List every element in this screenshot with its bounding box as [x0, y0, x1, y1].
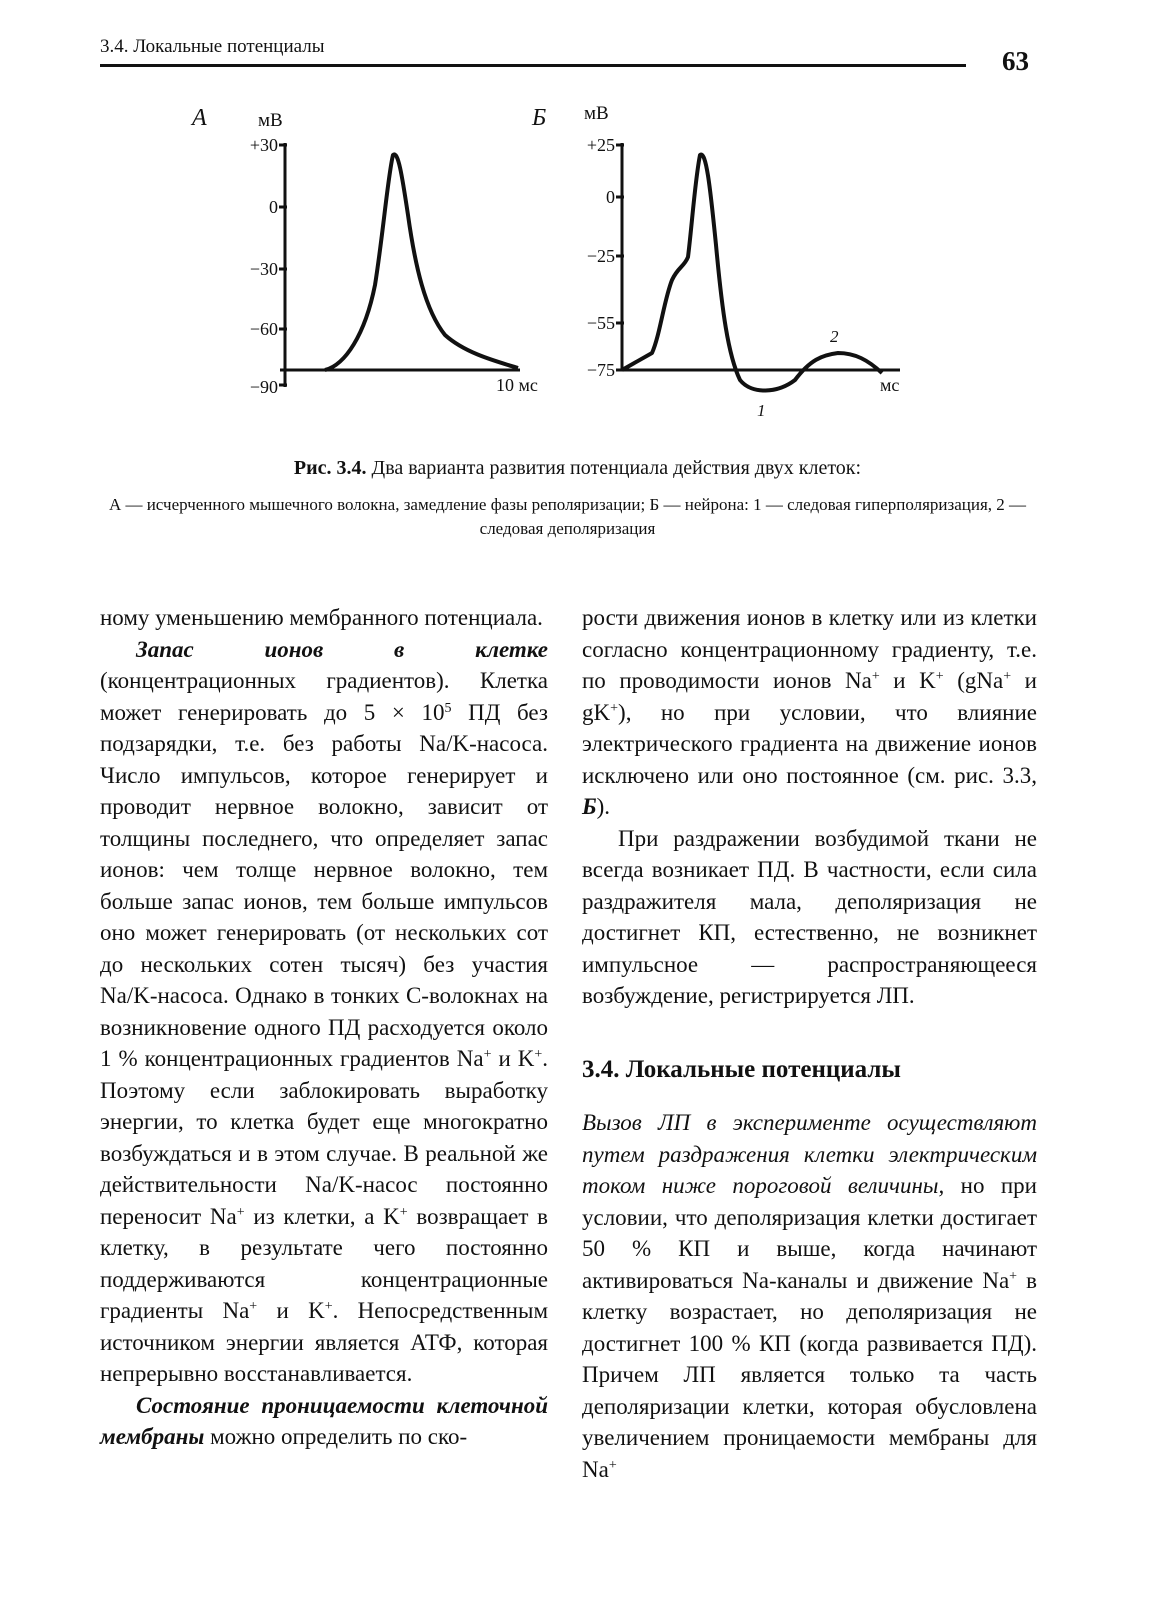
figure-caption-label: Рис. 3.4.: [293, 457, 367, 479]
panel-b-marker-1: 1: [757, 401, 766, 420]
right-paragraph-1: рости движения ионов в клетку или из клетки согласно концентрационному градиенту, т.е. по проводимости ионов Na+ и K+ (gNa+ и gK+), но при условии, что влияние электрического градиента на движение ионов исключено или оно постоянное (см. рис. 3.3, Б).: [582, 605, 1037, 819]
figure-caption-body: А — исчерченного мышечного волокна, замедление фазы реполяризации; Б — нейрона: 1 — следовая гиперполяризация, 2 — следовая деполяризация: [108, 495, 1027, 538]
panel-b-time-label: мс: [880, 375, 900, 395]
panel-a-tick: −90: [249, 377, 278, 397]
right-paragraph-3: Вызов ЛП в эксперименте осуществляют путем раздражения клетки электрическим током ниже пороговой величины, но при условии, что деполяризация клетки достигает 50 % КП и выше, когда начинают активироваться Na-каналы и движение Na+ в клетку возрастает, но деполяризация не достигнет 100 % КП (когда развивается ПД). Причем ЛП является только та часть деполяризации клетки, которая обусловлена увеличением проницаемости мембраны для Na+: [582, 1110, 1037, 1482]
right-column: [582, 602, 1037, 1485]
panel-b-tick: −25: [586, 246, 615, 266]
panel-b-marker-2: 2: [830, 327, 839, 346]
page-number: 63: [1002, 46, 1029, 76]
section-heading: 3.4. Локальные потенциалы: [582, 1055, 901, 1083]
panel-b-letter: Б: [532, 105, 547, 131]
running-head: 3.4. Локальные потенциалы: [100, 36, 325, 57]
panel-a-action-potential-curve: [325, 154, 518, 370]
panel-a-tick: −60: [249, 319, 278, 339]
panel-a-tick: +30: [249, 135, 278, 155]
left-paragraph-2: Запас ионов в клетке (концентрационных градиентов). Клетка может генерировать до $5 \times 10^5$ ПД без подзарядки, т.е. без работы Na/K-насоса. Число импульсов, которое генерирует и проводит нервное волокно, зависит от толщины последнего, что определяет запас ионов: чем толще нервное волокно, тем больше запас ионов, тем больше импульсов оно может генерировать (от нескольких сот до нескольких сотен тысяч) без участия Na/K-насоса. Однако в тонких С-волокнах на возникновение одного ПД расходуется около 1 % концентрационных градиентов Na+ и K+. Поэтому если заблокировать выработку энергии, то клетка будет еще многократно возбуждаться и в этом случае. В реальной же действительности Na/K-насос постоянно переносит Na+ из клетки, а K+ возвращает в клетку, в результате чего постоянно поддерживаются концентрационные градиенты Na+ и K+. Непосредственным источником энергии является АТФ, которая непрерывно восстанавливается.: [100, 636, 549, 1386]
ion-reserve-lead: Запас ионов в клетке: [136, 636, 548, 662]
panel-b-tick: 0: [606, 187, 615, 207]
panel-a-tick: 0: [269, 197, 278, 217]
panel-a-time-label: 10 мс: [496, 375, 538, 395]
panel-b-unit: мВ: [584, 103, 609, 124]
panel-b-tick: +25: [586, 135, 615, 155]
left-column: [100, 602, 548, 1453]
panel-a-unit: мВ: [258, 110, 283, 131]
left-paragraph-1: ному уменьшению мембранного потенциала.: [100, 605, 543, 630]
header-rule: [100, 64, 966, 67]
right-paragraph-2: При раздражении возбудимой ткани не всегда возникает ПД. В частности, если сила раздражителя мала, деполяризация не достигнет КП, естественно, не возникнет импульсное — распространяющееся возбуждение, регистрируется ЛП.: [582, 825, 1037, 1008]
panel-b-tick: −55: [586, 313, 615, 333]
panel-b-action-potential-curve: [622, 155, 882, 391]
left-paragraph-3: Состояние проницаемости клеточной мембраны можно определить по ско-: [100, 1392, 548, 1449]
panel-b-tick: −75: [586, 360, 615, 380]
figure-3-4: [0, 95, 1155, 445]
panel-a-tick: −30: [249, 259, 278, 279]
membrane-permeability-lead: Состояние проницаемости клеточной мембраны: [100, 1392, 548, 1449]
figure-caption-title: [0, 457, 1155, 480]
local-potential-lead: Вызов ЛП в эксперименте осуществляют путем раздражения клетки электрическим током ниже пороговой величины,: [582, 1110, 1037, 1198]
panel-a-letter: А: [192, 105, 207, 131]
figure-caption-text: Два варианта развития потенциала действия двух клеток:: [371, 457, 862, 479]
